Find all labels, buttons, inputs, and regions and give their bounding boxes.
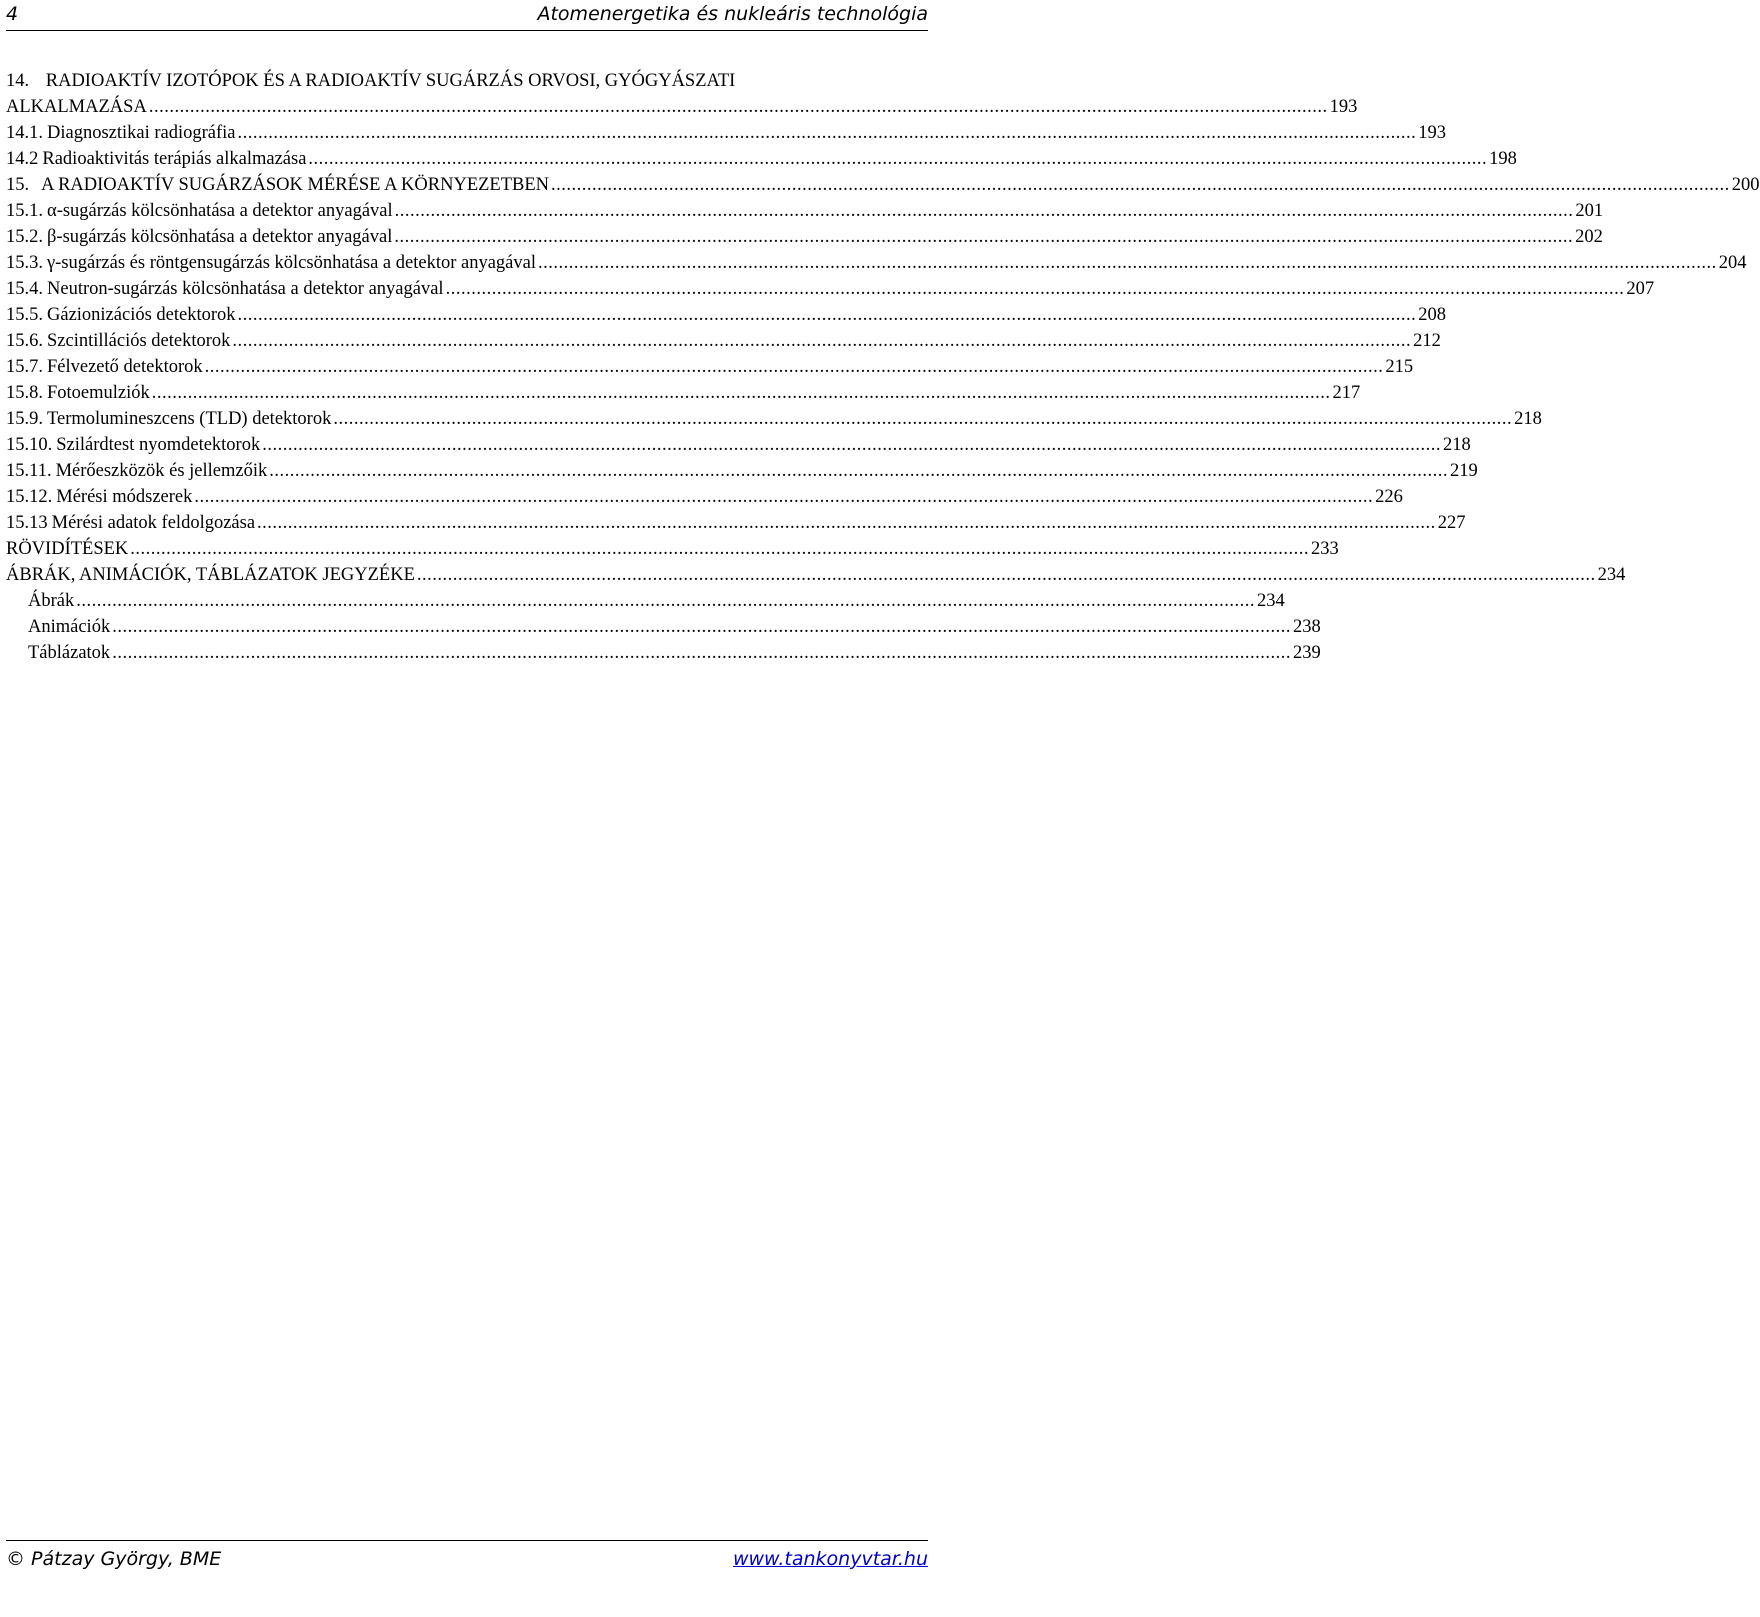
toc-page: 239 xyxy=(1292,643,1321,663)
toc-number: 15.7. xyxy=(6,357,43,377)
toc-leader-dots xyxy=(394,224,1573,250)
toc-entry-figures[interactable] xyxy=(6,588,1285,614)
toc-leader-dots xyxy=(308,146,1487,172)
toc-page: 193 xyxy=(1329,97,1358,117)
toc-entry-animations[interactable] xyxy=(6,614,1321,640)
toc-number: 15. xyxy=(6,175,30,195)
toc-title: Animációk xyxy=(28,617,111,637)
toc-entry-15-3[interactable] xyxy=(6,250,1747,276)
page-number: 4 xyxy=(6,3,19,25)
toc-entry-chapter-14[interactable] xyxy=(6,68,1358,120)
toc-number: 15.1. xyxy=(6,201,43,221)
toc-page: 208 xyxy=(1418,305,1447,325)
toc-entry-tables[interactable] xyxy=(6,640,1321,666)
toc-leader-dots xyxy=(205,354,1384,380)
toc-number: 14.2 xyxy=(6,149,39,169)
toc-leader-dots xyxy=(194,484,1373,510)
toc-page: 198 xyxy=(1489,149,1517,169)
toc-number: 15.6. xyxy=(6,331,43,351)
toc-page: 234 xyxy=(1597,565,1626,585)
toc-page: 212 xyxy=(1413,331,1441,351)
toc-entry-15-7[interactable] xyxy=(6,354,1414,380)
toc-title: RÖVIDÍTÉSEK xyxy=(6,539,129,559)
toc-title: Mérési módszerek xyxy=(56,487,193,507)
toc-title: A RADIOAKTÍV SUGÁRZÁSOK MÉRÉSE A KÖRNYEZETBEN xyxy=(41,175,550,195)
toc-page: 233 xyxy=(1311,539,1339,559)
toc-number: 15.4. xyxy=(6,279,43,299)
website-link[interactable]: www.tankonyvtar.hu xyxy=(732,1548,928,1570)
toc-page: 201 xyxy=(1575,201,1604,221)
toc-page: 219 xyxy=(1449,461,1478,481)
toc-leader-dots xyxy=(257,510,1436,536)
toc-entry-15-8[interactable] xyxy=(6,380,1361,406)
toc-title: Radioaktivitás terápiás alkalmazása xyxy=(42,149,307,169)
toc-page: 207 xyxy=(1626,279,1655,299)
toc-number: 15.5. xyxy=(6,305,43,325)
toc-number: 14.1. xyxy=(6,123,43,143)
toc-number: 14. xyxy=(6,71,30,91)
toc-leader-dots xyxy=(446,276,1625,302)
toc-page: 193 xyxy=(1418,123,1447,143)
toc-entry-chapter-15[interactable] xyxy=(6,172,1760,198)
toc-title: Ábrák xyxy=(28,591,75,611)
toc-title: Termolumineszcens (TLD) detektorok xyxy=(47,409,332,429)
toc-entry-15-10[interactable] xyxy=(6,432,1471,458)
toc-entry-14-2[interactable] xyxy=(6,146,1517,172)
toc-number: 15.12. xyxy=(6,487,53,507)
toc-entry-15-13[interactable] xyxy=(6,510,1466,536)
toc-page: 202 xyxy=(1575,227,1603,247)
toc-number: 15.9. xyxy=(6,409,43,429)
toc-leader-dots xyxy=(417,562,1596,588)
toc-title: Szcintillációs detektorok xyxy=(47,331,231,351)
toc-leader-dots xyxy=(551,172,1730,198)
toc-title: β-sugárzás kölcsönhatása a detektor anyagával xyxy=(47,227,393,247)
toc-title: ÁBRÁK, ANIMÁCIÓK, TÁBLÁZATOK JEGYZÉKE xyxy=(6,565,415,585)
toc-leader-dots xyxy=(149,94,1328,120)
toc-title: Táblázatok xyxy=(28,643,111,663)
toc-entry-15-11[interactable] xyxy=(6,458,1478,484)
toc-entry-15-5[interactable] xyxy=(6,302,1447,328)
toc-page: 217 xyxy=(1332,383,1361,403)
toc-leader-dots xyxy=(238,120,1417,146)
toc-entry-15-2[interactable] xyxy=(6,224,1603,250)
toc-title-continued: ALKALMAZÁSA xyxy=(6,97,147,117)
toc-number: 15.11. xyxy=(6,461,52,481)
toc-leader-dots xyxy=(395,198,1574,224)
toc-entry-15-9[interactable] xyxy=(6,406,1542,432)
toc-entry-lists[interactable] xyxy=(6,562,1626,588)
toc-page: 215 xyxy=(1385,357,1414,377)
toc-page: 226 xyxy=(1375,487,1403,507)
page-header xyxy=(6,0,928,31)
toc-entry-15-1[interactable] xyxy=(6,198,1604,224)
toc-number: 15.2. xyxy=(6,227,43,247)
toc-page: 238 xyxy=(1292,617,1321,637)
toc-entry-15-4[interactable] xyxy=(6,276,1655,302)
toc-leader-dots xyxy=(333,406,1512,432)
toc-title: Mérési adatok feldolgozása xyxy=(51,513,256,533)
toc-entry-15-12[interactable] xyxy=(6,484,1403,510)
toc-leader-dots xyxy=(130,536,1309,562)
toc-page: 218 xyxy=(1514,409,1542,429)
toc-number: 15.8. xyxy=(6,383,43,403)
toc-page: 234 xyxy=(1256,591,1285,611)
toc-leader-dots xyxy=(152,380,1331,406)
toc-title: Mérőeszközök és jellemzőik xyxy=(55,461,268,481)
toc-page: 204 xyxy=(1718,253,1747,273)
toc-title: Félvezető detektorok xyxy=(47,357,203,377)
toc-page: 227 xyxy=(1437,513,1466,533)
toc-number: 15.13 xyxy=(6,513,48,533)
toc-title: Diagnosztikai radiográfia xyxy=(47,123,236,143)
toc-title: RADIOAKTÍV IZOTÓPOK ÉS A RADIOAKTÍV SUGÁRZÁS ORVOSI, GYÓGYÁSZATI xyxy=(45,71,736,91)
toc-leader-dots xyxy=(262,432,1441,458)
toc-leader-dots xyxy=(538,250,1717,276)
toc-entry-abbreviations[interactable] xyxy=(6,536,1339,562)
table-of-contents xyxy=(6,68,1760,666)
toc-title: γ-sugárzás és röntgensugárzás kölcsönhatása a detektor anyagával xyxy=(47,253,536,273)
toc-title: Szilárdtest nyomdetektorok xyxy=(56,435,261,455)
toc-number: 15.3. xyxy=(6,253,43,273)
page-footer xyxy=(6,1540,928,1581)
toc-leader-dots xyxy=(232,328,1411,354)
toc-title: Fotoemulziók xyxy=(47,383,150,403)
toc-leader-dots xyxy=(269,458,1448,484)
toc-page: 200 xyxy=(1731,175,1760,195)
toc-title: Neutron-sugárzás kölcsönhatása a detektor anyagával xyxy=(47,279,444,299)
toc-leader-dots xyxy=(76,588,1255,614)
toc-title: Gázionizációs detektorok xyxy=(47,305,236,325)
toc-leader-dots xyxy=(238,302,1417,328)
toc-entry-14-1[interactable] xyxy=(6,120,1447,146)
book-title: Atomenergetika és nukleáris technológia xyxy=(537,3,928,25)
toc-page: 218 xyxy=(1442,435,1471,455)
toc-entry-15-6[interactable] xyxy=(6,328,1441,354)
toc-title: α-sugárzás kölcsönhatása a detektor anyagával xyxy=(47,201,393,221)
toc-number: 15.10. xyxy=(6,435,53,455)
toc-leader-dots xyxy=(112,640,1291,666)
author-credit: © Pátzay György, BME xyxy=(6,1548,222,1570)
toc-leader-dots xyxy=(112,614,1291,640)
